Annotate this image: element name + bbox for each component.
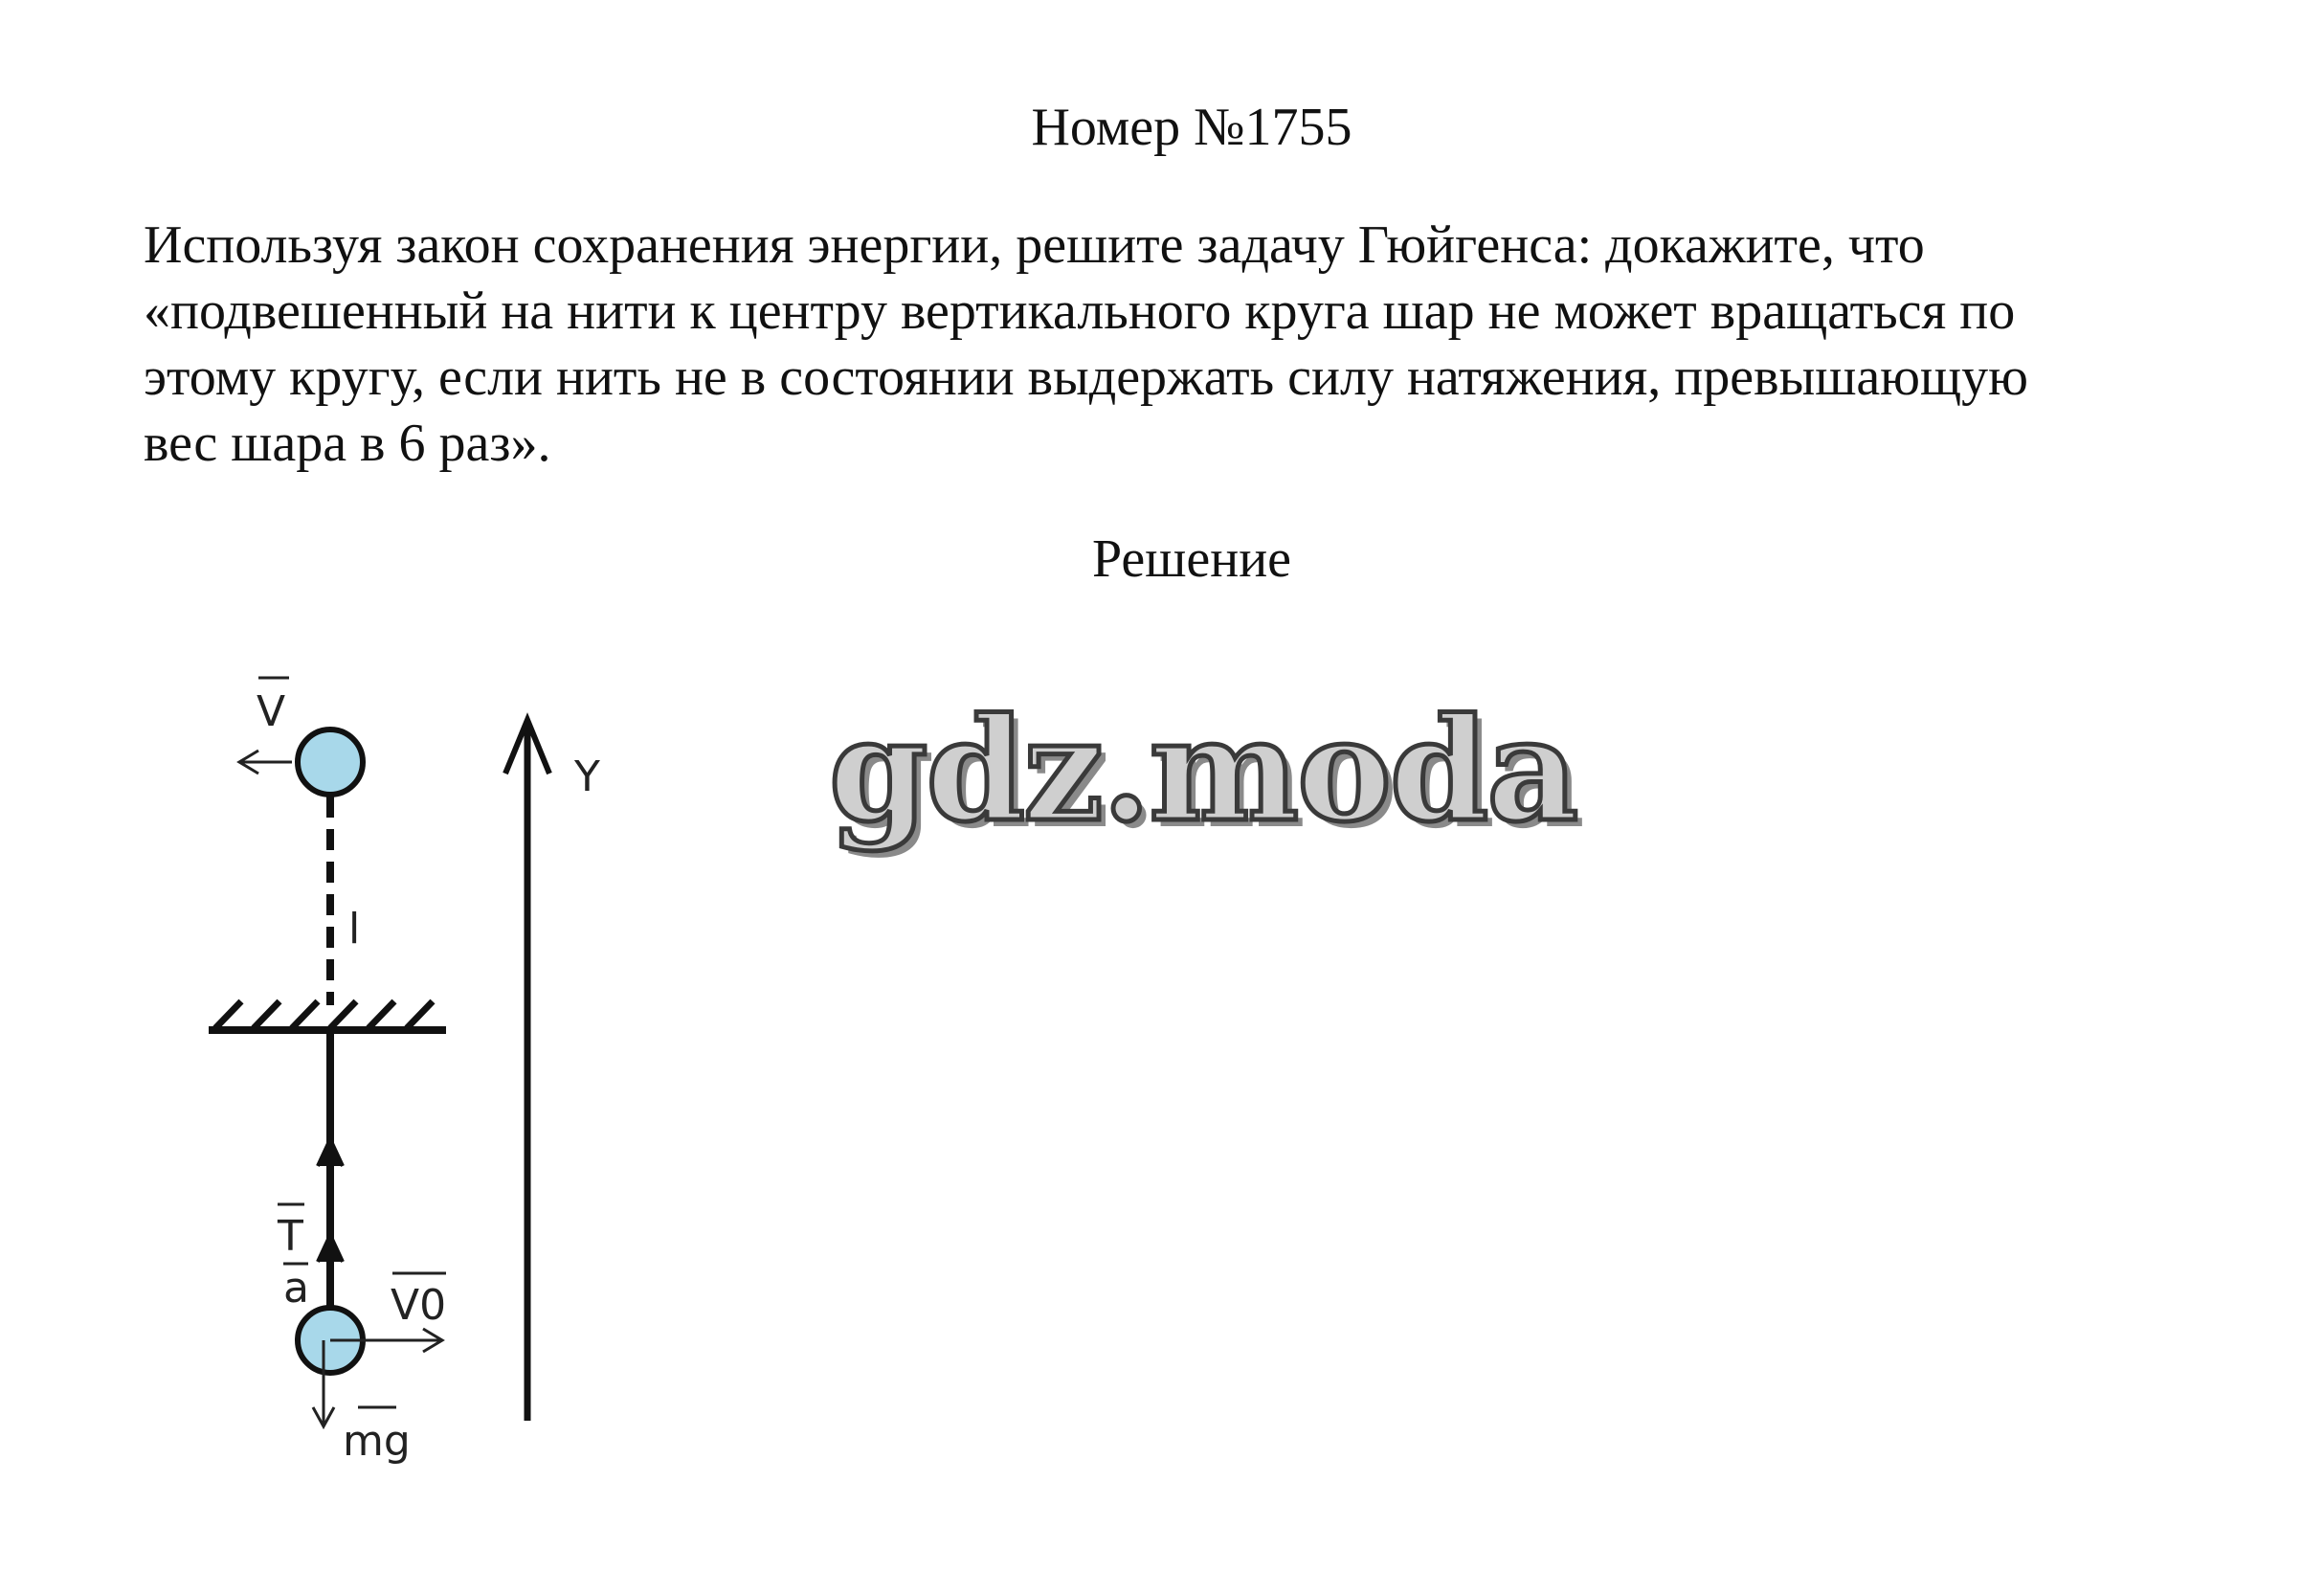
- problem-number-title: Номер №1755: [1031, 98, 1352, 157]
- watermark-logo: gdz.moda: [829, 686, 1577, 853]
- solution-heading: Решение: [1091, 529, 1292, 589]
- length-label: l: [348, 905, 361, 954]
- v0-label: V0: [391, 1281, 447, 1330]
- problem-line: вес шара в 6 раз».: [144, 414, 551, 473]
- support-hatching: [215, 1001, 433, 1028]
- y-axis-label: Y: [574, 752, 600, 801]
- ball-top: [298, 729, 363, 795]
- v-top-label: V: [257, 687, 286, 736]
- problem-line: этому кругу, если нить не в состоянии выдержать силу натяжения, превышающую: [144, 348, 2028, 407]
- tension-label: T: [278, 1212, 303, 1261]
- tension-arrowhead-lower: [318, 1235, 343, 1262]
- weight-label: mg: [343, 1417, 411, 1466]
- problem-line: «подвешенный на нити к центру вертикального круга шар не может вращаться по: [144, 281, 2016, 341]
- problem-line: Используя закон сохранения энергии, решите задачу Гюйгенса: докажите, что: [144, 215, 1925, 275]
- acceleration-label: a: [283, 1264, 309, 1313]
- tension-arrowhead-upper: [318, 1139, 343, 1166]
